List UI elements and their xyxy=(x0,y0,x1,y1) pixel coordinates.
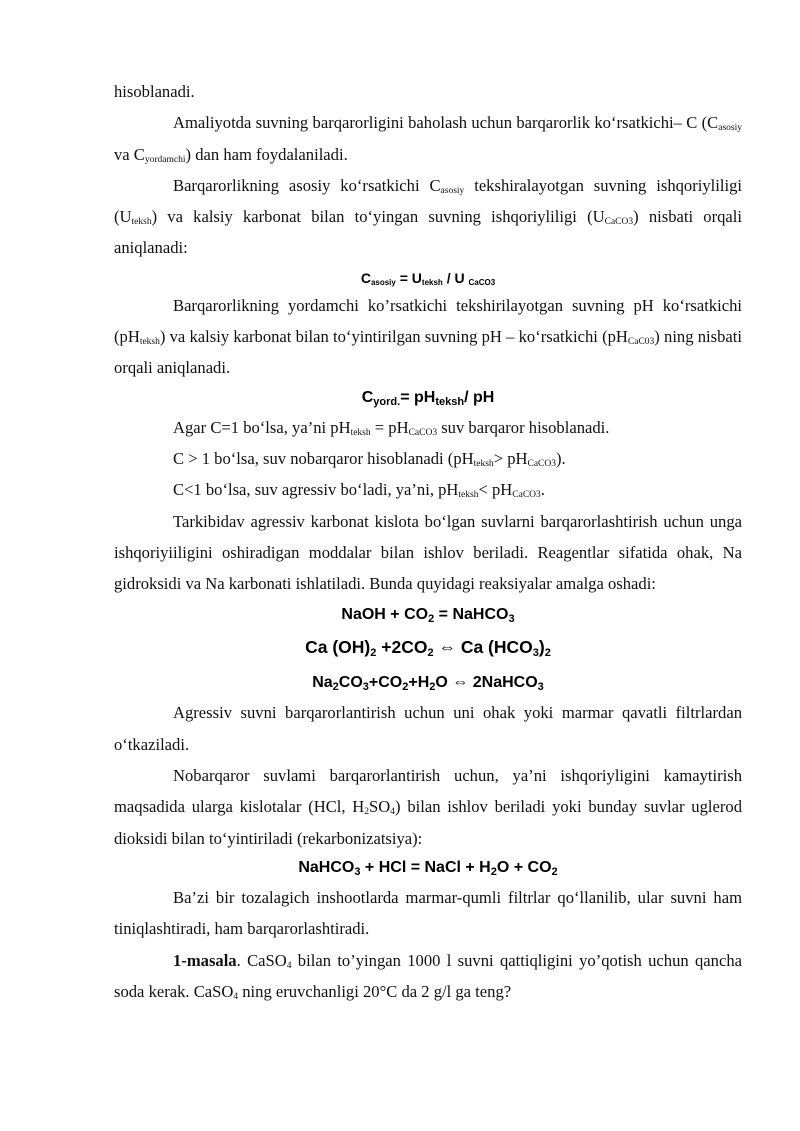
paragraph-problem-1: 1-masala. CaSO$_4$ bilan to’yingan 1000 l suvni qattiqligini yo’qotish uchun qancha soda kerak. CaSO$_4$ ning eruvchanligi 20°C da 2 g/l ga teng? xyxy=(114,950,742,1002)
paragraph-continuation: hisoblanadi. xyxy=(114,82,195,101)
reaction-caoh2: Ca $(OH)_2 +2CO_2$ ⇔ Ca $(HCO_3)_2$ xyxy=(305,637,551,660)
paragraph-stability-index: Amaliyotda suvning barqarorligini baholash uchun barqarorlik ko‘rsatkichi– C ($C_{asosiy}$ va $C_{yordamchi}$) dan ham foydalaniladi. xyxy=(114,113,742,165)
paragraph-acid-treatment: Nobarqaror suvlami barqarorlantirish uchun, ya’ni ishqoriyligini kamaytirish maqsadida ularga kislotalar (HCl, $H_2SO_4$) bilan ishlov beriladi yoki bunday suvlar uglerod dioksidi bilan to‘yintiriladi (rekarbonizatsiya): xyxy=(114,766,742,848)
paragraph-marble-filters: Agressiv suvni barqarorlantirish uchun uni ohak yoki marmar qavatli filtrlardan o‘tkaziladi. xyxy=(114,703,742,754)
formula-main-index: $C_{asosiy} = U_{teksh} / U$ $_{CaCO3}$ xyxy=(360,269,496,287)
paragraph-sand-filters: Ba’zi bir tozalagich inshootlarda marmar-qumli filtrlar qo‘llanilib, ular suvni ham tiniqlashtiradi, ham barqarorlashtiradi. xyxy=(114,887,742,939)
paragraph-aggressive-condition: C<1 bo‘lsa, suv agressiv bo‘ladi, ya’ni, $pH_{teksh}< pH_{CaCO3}$. xyxy=(173,480,545,501)
paragraph-stable-condition: Agar C=1 bo‘lsa, ya’ni $pH_{teksh} = pH_{CaCO3}$ suv barqaror hisoblanadi. xyxy=(173,417,610,438)
paragraph-auxiliary-index: Barqarorlikning yordamchi ko’rsatkichi tekshirilayotgan suvning pH ko‘rsatkichi $(pH_{teksh})$ va kalsiy karbonat bilan to‘yintirilgan suvning pH – ko‘rsatkichi $(pH_{CaC03})$ ning nisbati orqali aniqlanadi. xyxy=(114,295,742,378)
paragraph-main-index: Barqarorlikning asosiy ko‘rsatkichi $C_{asosiy}$ tekshiralayotgan suvning ishqoriyliligi $(U_{teksh})$ va kalsiy karbonat bilan to‘yingan suvning ishqoriyliligi $(U_{CaCO3})$ nisbati orqali aniqlanadi: xyxy=(114,175,742,258)
formula-auxiliary-index: $C_{yord.}= pH_{teksh}/$ pH xyxy=(361,388,495,408)
problem-label: 1-masala xyxy=(173,950,237,970)
reaction-na2co3: $Na_2CO_3+CO_2+H_2O$ ⇔ 2NaHCO$_3$ xyxy=(312,674,544,694)
paragraph-reagents: Tarkibidav agressiv karbonat kislota bo‘lgan suvlarni barqarorlashtirish uchun unga ishqoriyiiligini oshiradigan moddalar bilan ishlov beriladi. Reagentlar sifatida ohak, Na gidroksidi va Na karbonati ishlatiladi. Bunda quyidagi reaksiyalar amalga oshadi: xyxy=(114,511,742,594)
reaction-nahco3-hcl: NaHCO$_3$ + HCl = NaCl + $H_2O + CO_2$ xyxy=(298,858,558,878)
paragraph-unstable-condition: C > 1 bo‘lsa, suv nobarqaror hisoblanadi $(pH_{teksh}> pH_{CaCO3})$. xyxy=(173,448,566,469)
reaction-naoh: NaOH + $CO_2$ = NaHCO$_3$ xyxy=(341,606,515,626)
